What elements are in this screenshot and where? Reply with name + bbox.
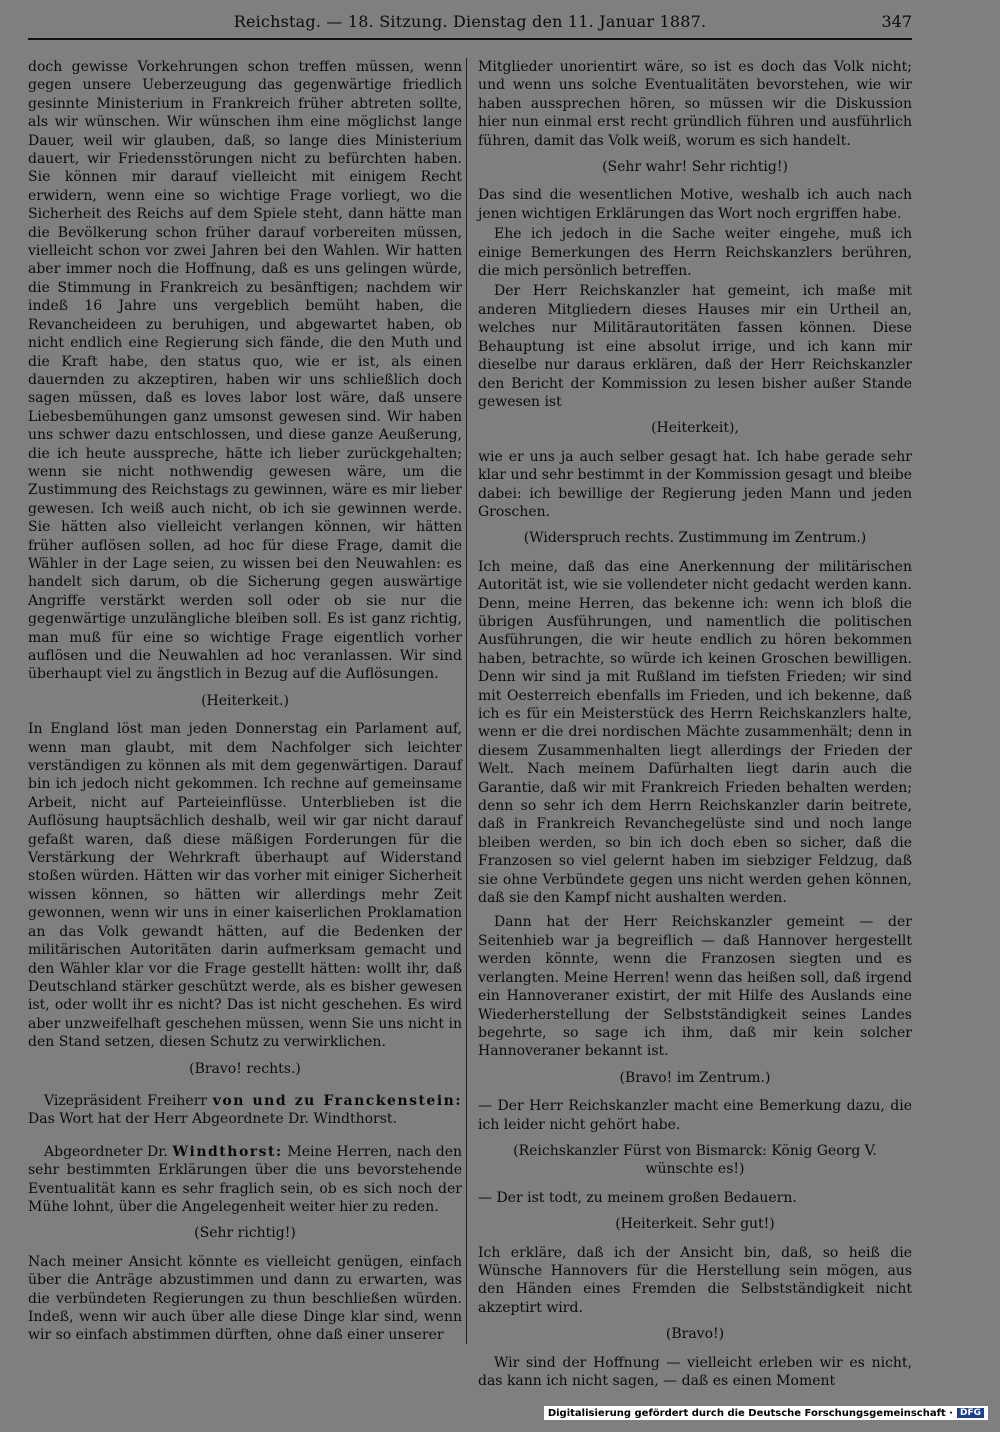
speaker-prefix: Vizepräsident Freiherr <box>44 1092 213 1109</box>
paragraph: Ehe ich jedoch in die Sache weiter eingehe, muß ich einige Bemerkungen des Herrn Reichskanzlers berühren, die mich persönlich betreffen. <box>478 226 912 280</box>
paragraph: Mitglieder unorientirt wäre, so ist es doch das Volk nicht; und wenn uns solche Eventualitäten bevorstehen, wie wir haben aussprechen hören, so müssen wir die Diskussion hier nun einmal erst recht gründlich führen und ausführlich führen, damit das Volk weiß, worum es sich handelt. <box>478 59 912 149</box>
dfg-logo: DFG <box>957 1408 984 1418</box>
remark: (Sehr richtig!) <box>194 1225 296 1242</box>
remark: (Reichskanzler Fürst von Bismarck: König Georg V. wünschte es!) <box>513 1142 877 1178</box>
paragraph: wie er uns ja auch selber gesagt hat. Ich habe gerade sehr klar und sehr bestimmt in der Kommission gesagt und bleibe dabei: ich bewillige der Regierung jeden Mann und jeden Groschen. <box>478 448 913 520</box>
speaker-text: Meine Herren, nach den sehr bestimmten Erklärungen über die uns bevorstehende Eventualität kann es sehr fraglich sein, ob es sich noch der Mühe lohnt, über die Angelegenheit weiter hier zu reden. <box>28 1143 462 1215</box>
remark: (Bravo! im Zentrum.) <box>619 1069 771 1086</box>
remark: (Heiterkeit), <box>651 420 739 437</box>
paragraph: — Der ist todt, zu meinem großen Bedauern. <box>478 1189 797 1206</box>
remark: (Heiterkeit.) <box>201 692 289 709</box>
paragraph: Dann hat der Herr Reichskanzler gemeint — der Seitenhieb war ja begreiflich — daß Hannover hergestellt werden könnte, wenn die Franzosen siegten und es verlangten. Meine Herren! wenn das heißen soll, daß irgend ein Hannoveraner existirt, der mit Hilfe des Auslands eine Wiederherstellung der Selbstständigkeit seines Landes begehrte, so sage ich ihm, daß mir kein solcher Hannoveraner bekannt ist. <box>478 914 912 1060</box>
paragraph: Nach meiner Ansicht könnte es vielleicht genügen, einfach über die Anträge abzustimmen und dann zu erwarten, was die verbündeten Regierungen zu thun beschließen würden. Indeß, wenn wir auch über alle diese Dinge klar sind, wenn wir so einfach abstimmen dürften, ohne daß einer unserer <box>28 1253 462 1344</box>
speaker-paragraph <box>28 1143 462 1217</box>
paragraph: Ich erkläre, daß ich der Ansicht bin, daß, so heiß die Wünsche Hannovers für die Herstellung sein mögen, aus den Händen eines Fremden die Selbstständigkeit nicht akzeptirt wird. <box>478 1244 912 1316</box>
paragraph: In England löst man jeden Donnerstag ein Parlament auf, wenn man glaubt, mit dem Nachfolger sich leichter verständigen zu können als mit dem gegenwärtigen. Darauf bin ich jedoch nicht gekommen. Ich rechne auf gemeinsame Arbeit, nicht auf Parteieinflüsse. Unterblieben ist die Auflösung hauptsächlich deshalb, weil wir gar nicht darauf gefaßt waren, daß diese mäßigen Forderungen für die Verstärkung der Wehrkraft überhaupt auf Widerstand stoßen würden. Hätten wir das vorher mit einiger Sicherheit wissen können, so hätten wir allerdings mehr Zeit gewonnen, wenn wir uns in einer kaiserlichen Proklamation an das Volk gewandt hätten, auf die Bedenken der militärischen Autoritäten darin aufmerksam gemacht und den Wähler klar vor die Frage gestellt hätten: wollt ihr, daß Deutschland stärker geschützt werde, als es bisher gewesen ist, oder wollt ihr es nicht? Das ist nicht geschehen. Es wird aber unzweifelhaft geschehen müssen, wenn Sie uns nicht in den Stand setzen, diesen Schutz zu verwirklichen. <box>28 721 462 1051</box>
column-divider <box>466 58 467 1344</box>
paragraph: Wir sind der Hoffnung — vielleicht erleben wir es nicht, das kann ich nicht sagen, — daß es einen Moment <box>478 1354 912 1389</box>
remark: (Bravo!) <box>665 1326 725 1343</box>
left-column <box>28 58 462 1351</box>
speaker-name: Windthorst: <box>172 1143 283 1160</box>
speaker-text: Das Wort hat der Herr Abgeordnete Dr. Windthorst. <box>28 1111 397 1128</box>
credit-text: Digitalisierung gefördert durch die Deutsche Forschungsgemeinschaft · <box>547 1407 953 1419</box>
paragraph: Ich meine, daß das eine Anerkennung der militärischen Autorität ist, wie sie vollendeter nicht gedacht werden kann. Denn, meine Herren, das bekenne ich: wenn ich bloß die übrigen Ausführungen, und namentlich die politischen Ausführungen, die wir heute endlich zu hören bekommen haben, betrachte, so würde ich keinen Groschen bewilligen. Denn wir sind ja mit Rußland im tiefsten Frieden; wir sind mit Oesterreich ebenfalls im Frieden, und ich bekenne, daß ich es für ein Meisterstück des Herrn Reichskanzlers halte, wenn er die drei nordischen Mächte zusammenhält; denn in diesem Zusammenhalten liegt allerdings der Frieden der Welt. Nach meinem Dafürhalten liegt darin auch die Garantie, daß wir mit Frankreich Frieden behalten werden; denn so sehr ich dem Herrn Reichskanzler darin beitrete, daß in Frankreich Revanchegelüste sind und noch lange bleiben werden, so bin ich doch eben so sicher, daß die Franzosen so viel gelernt haben im siebziger Feldzug, daß sie ohne Verbündete gegen uns nicht werden gehen können, daß sie den Kampf nicht aushalten werden. <box>478 558 912 907</box>
page-number: 347 <box>881 12 912 31</box>
running-title: Reichstag. — 18. Sitzung. Dienstag den 11. Januar 1887. <box>233 12 707 31</box>
speaker-prefix: Abgeordneter Dr. <box>44 1143 173 1160</box>
paragraph: doch gewisse Vorkehrungen schon treffen müssen, wenn gegen unsere Ueberzeugung das gegenwärtige friedlich gesinnte Ministerium in Frankreich früher abtreten sollte, als wir wünschen. Wir wünschen ihm eine möglichst lange Dauer, weil wir glauben, daß, so lange dies Ministerium dauert, wir Friedensstörungen nicht zu befürchten haben. Sie können mir darauf vielleicht mit einigem Recht erwidern, wenn eine so wichtige Frage vorliegt, wo die Sicherheit des Reichs auf dem Spiele steht, dann hätte man die Bevölkerung schon früher darauf vorbereiten müssen, vielleicht schon vor zwei Jahren bei den Wahlen. Wir hatten aber immer noch die Hoffnung, daß es uns gelingen würde, die Stimmung in Frankreich zu besänftigen; nachdem wir indeß 16 Jahre uns vergeblich bemüht haben, die Revancheideen zu beruhigen, und abgewartet haben, ob nicht endlich eine Regierung sich fände, die den Muth und die Kraft habe, den status quo, wie er ist, als einen dauernden zu akzeptiren, haben wir uns schließlich doch sagen müssen, daß es loves labor lost wäre, daß unsere Liebesbemühungen ganz umsonst gewesen sind. Wir haben uns schwer dazu entschlossen, und diese ganze Aeußerung, die ich heute ausspreche, hätte ich lieber zurückgehalten; wenn sie nicht nothwendig gewesen wäre, um die Zustimmung des Reichstags zu gewinnen, wäre es mir lieber gewesen. Ich weiß auch nicht, ob ich sie gewinnen werde. Sie hätten also vielleicht verlangen können, wir hätten früher auflösen sollen, ad hoc für diese Frage, damit die Wähler in der Lage seien, zu wissen bei den Neuwahlen: es handelt sich darum, ob die Sicherung gegen auswärtige Angriffe verstärkt werden soll oder ob sie nur die gegenwärtige unzulängliche bleiben soll. Es ist ganz richtig, man muß für eine so wichtige Frage eigentlich vorher auflösen und die Neuwahlen ad hoc veranlassen. Wir sind überhaupt viel zu ängstlich in Bezug auf die Auflösungen. <box>28 59 462 683</box>
speaker-name: von und zu Franckenstein: <box>212 1092 462 1109</box>
paragraph: Das sind die wesentlichen Motive, weshalb ich auch nach jenen wichtigen Erklärungen das Wort noch ergriffen habe. <box>478 187 912 222</box>
paragraph: — Der Herr Reichskanzler macht eine Bemerkung dazu, die ich leider nicht gehört habe. <box>478 1098 912 1133</box>
header-rule <box>28 38 912 40</box>
remark: (Sehr wahr! Sehr richtig!) <box>602 159 788 176</box>
page-header <box>28 12 912 38</box>
speaker-paragraph <box>28 1092 462 1129</box>
remark: (Widerspruch rechts. Zustimmung im Zentrum.) <box>523 530 867 547</box>
remark: (Heiterkeit. Sehr gut!) <box>615 1216 775 1233</box>
paragraph: Der Herr Reichskanzler hat gemeint, ich maße mit anderen Mitgliedern dieses Hauses mir ein Urtheil an, welches nur Militärautoritäten fassen können. Diese Behauptung ist eine absolut irrige, und ich kann mir dieselbe nur daraus erklären, daß der Herr Reichskanzler den Bericht der Kommission zu lesen bisher außer Stande gewesen ist <box>478 283 912 410</box>
right-column <box>478 58 912 1396</box>
remark: (Bravo! rechts.) <box>189 1060 301 1077</box>
digitization-credit <box>544 1406 988 1420</box>
